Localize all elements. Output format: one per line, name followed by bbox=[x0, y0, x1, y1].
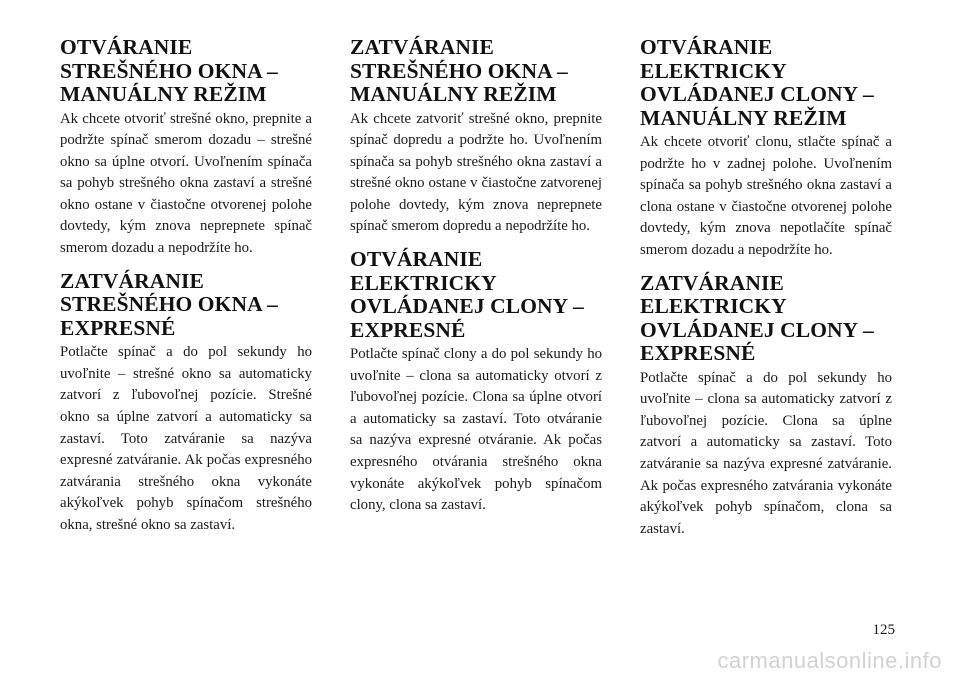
section-shade-open-express bbox=[350, 248, 602, 517]
section-heading: ZATVÁRANIE STREŠNÉHO OKNA – MANUÁLNY REŽIM bbox=[350, 35, 568, 106]
section-body: Potlačte spínač a do pol sekundy ho uvoľnite – clona sa automaticky zatvorí z ľubovoľnej pozície. Clona sa úplne zatvorí a automaticky sa zastaví. Toto zatváranie sa nazýva expresné zatváranie. Ak počas expresného zatvárania vykonáte akýkoľvek pohyb spínačom, clona sa zastaví. bbox=[640, 369, 892, 537]
section-heading: OTVÁRANIE STREŠNÉHO OKNA – MANUÁLNY REŽIM bbox=[60, 35, 278, 106]
page-number: 125 bbox=[872, 622, 895, 638]
section-heading: ZATVÁRANIE ELEKTRICKY OVLÁDANEJ CLONY – EXPRESNÉ bbox=[640, 270, 874, 366]
column-1 bbox=[60, 36, 312, 547]
watermark: carmanualsonline.info bbox=[717, 648, 942, 673]
section-sunroof-close-express bbox=[60, 270, 312, 537]
section-body: Ak chcete otvoriť strešné okno, prepnite a podržte spínač smerom dozadu – strešné okno sa úplne otvorí. Uvoľnením spínača sa pohyb strešného okna zastaví a strešné okno ostane v čiastočne otvorenej polohe dovtedy, kým znova neprepnete spínač smerom dozadu a nepodržíte ho. bbox=[60, 110, 312, 257]
section-shade-open-manual bbox=[640, 36, 892, 262]
section-body: Potlačte spínač clony a do pol sekundy ho uvoľnite – clona sa automaticky otvorí z ľubovoľnej pozície. Clona sa úplne otvorí a automaticky sa zastaví. Toto otváranie sa nazýva expresné otváranie. Ak počas expresného otvárania strešného okna vykonáte akýkoľvek pohyb spínačom clony, clona sa zastaví. bbox=[350, 346, 602, 514]
section-shade-close-express bbox=[640, 272, 892, 541]
column-2 bbox=[350, 36, 602, 527]
section-body: Ak chcete zatvoriť strešné okno, prepnite spínač dopredu a podržte ho. Uvoľnením spínača sa pohyb strešného okna zastaví a strešné okno ostane v čiastočne zatvorenej polohe dovtedy, kým znova neprepnete spínač smerom dopredu a nepodržíte ho. bbox=[350, 110, 602, 235]
column-3 bbox=[640, 36, 892, 550]
section-body: Ak chcete otvoriť clonu, stlačte spínač a podržte ho v zadnej polohe. Uvoľnením spínača sa pohyb strešného okna zastaví a clona ostane v čiastočne otvorenej polohe dovtedy, kým znova nepotlačíte spínač smerom dozadu a nepodržíte ho. bbox=[640, 134, 892, 258]
section-heading: OTVÁRANIE ELEKTRICKY OVLÁDANEJ CLONY – EXPRESNÉ bbox=[350, 247, 584, 342]
section-heading: OTVÁRANIE ELEKTRICKY OVLÁDANEJ CLONY – MANUÁLNY REŽIM bbox=[640, 35, 874, 130]
section-heading: ZATVÁRANIE STREŠNÉHO OKNA – EXPRESNÉ bbox=[60, 268, 278, 340]
section-body: Potlačte spínač a do pol sekundy ho uvoľnite – strešné okno sa automaticky zatvorí z ľubovoľnej pozície. Strešné okno sa úplne zatvorí a automaticky sa zastaví. Toto zatváranie sa nazýva expresné zatváranie. Ak počas expresného zatvárania strešného okna vykonáte akýkoľvek pohyb spínačom strešného okna, strešné okno sa zastaví. bbox=[60, 344, 312, 533]
section-sunroof-open-manual bbox=[60, 36, 312, 260]
section-sunroof-close-manual bbox=[350, 36, 602, 238]
